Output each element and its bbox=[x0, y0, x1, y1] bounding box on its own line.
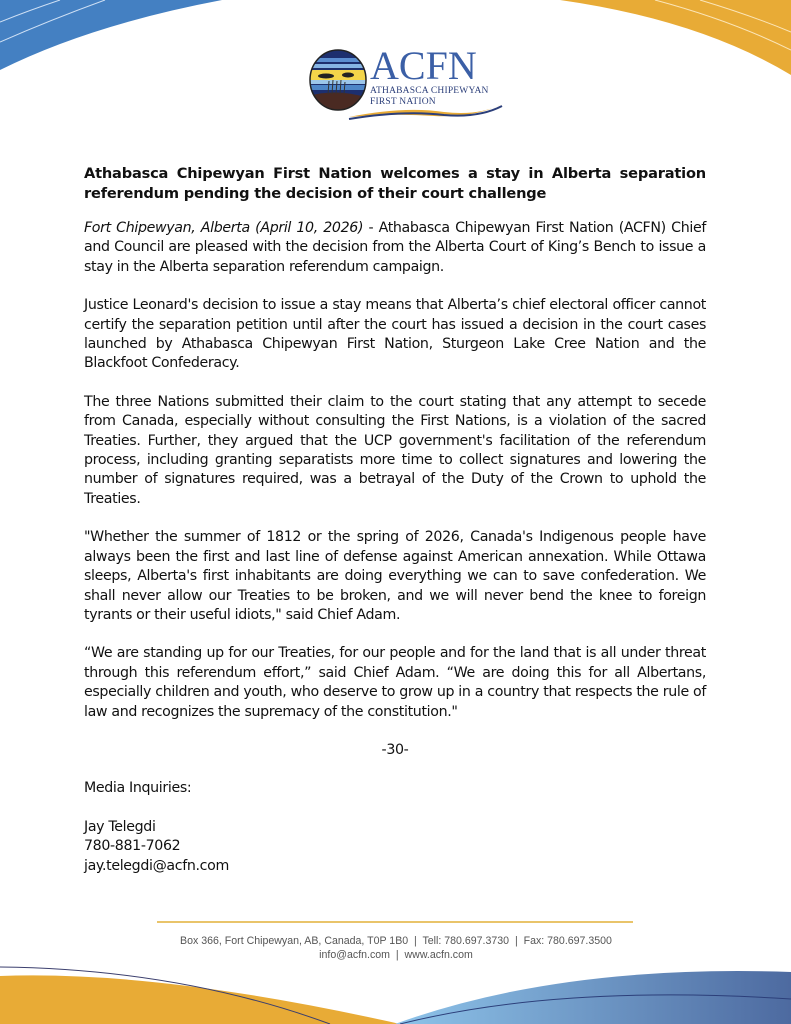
footer-address bbox=[140, 934, 652, 962]
contact-phone: 780-881-7062 bbox=[84, 838, 181, 855]
end-mark: -30- bbox=[381, 741, 409, 758]
logo-line-2: FIRST NATION bbox=[370, 97, 436, 107]
logo-wave-icon bbox=[344, 104, 504, 120]
lead-text: - Athabasca Chipewyan First Nation (ACFN) Chief and Council are pleased with the decision from the Alberta Court of King’s Bench to issue a stay in the Alberta separation referendum campaign. bbox=[84, 220, 706, 275]
headline: Athabasca Chipewyan First Nation welcomes a stay in Alberta separation referendum pending the decision of their court challenge bbox=[84, 165, 706, 202]
dateline: Fort Chipewyan, Alberta (April 10, 2026) bbox=[84, 220, 364, 236]
footer-divider bbox=[157, 921, 633, 923]
acfn-logo bbox=[308, 43, 518, 118]
footer-decorative-swoosh bbox=[0, 964, 791, 1024]
contact-heading: Media Inquiries: bbox=[84, 780, 192, 797]
lead-paragraph bbox=[84, 219, 706, 277]
media-contact bbox=[84, 779, 706, 876]
contact-email[interactable]: jay.telegdi@acfn.com bbox=[84, 857, 229, 874]
contact-name: Jay Telegdi bbox=[84, 818, 156, 835]
paragraph-claim: The three Nations submitted their claim to the court stating that any attempt to secede from Canada, especially without consulting the First Nations, is a violation of the sacred Treaties. Further, they argued that the UCP government's facilitation of the referendum process, including granting separatists more time to collect signatures and lowering the number of signatures required, was a betrayal of the Duty of the Crown to uphold the Treaties. bbox=[84, 393, 706, 507]
press-release-body bbox=[84, 164, 706, 876]
logo-line-1: ATHABASCA CHIPEWYAN bbox=[370, 86, 489, 96]
logo-emblem-icon bbox=[308, 48, 368, 112]
footer-web-line[interactable]: info@acfn.com | www.acfn.com bbox=[319, 949, 473, 961]
paragraph-quote-2: “We are standing up for our Treaties, for our people and for the land that is all under threat through this referendum effort,” said Chief Adam. “We are doing this for all Albertans, especially children and youth, who deserve to grow up in a country that respects the rule of law and recognizes the supremacy of the constitution." bbox=[84, 645, 706, 720]
footer-address-line: Box 366, Fort Chipewyan, AB, Canada, T0P 1B0 | Tell: 780.697.3730 | Fax: 780.697.3500 bbox=[180, 935, 612, 947]
paragraph-quote-1: "Whether the summer of 1812 or the spring of 2026, Canada's Indigenous people have always been the first and last line of defense against American annexation. While Ottawa sleeps, Alberta's first inhabitants are doing everything we can to save confederation. We shall never allow our Treaties to be broken, and we will never bend the knee to foreign tyrants or their useful idiots," said Chief Adam. bbox=[84, 529, 706, 623]
paragraph-stay: Justice Leonard's decision to issue a stay means that Alberta’s chief electoral officer cannot certify the separation petition until after the court has issued a decision in the court cases launched by Athabasca Chipewyan First Nation, Sturgeon Lake Cree Nation and the Blackfoot Confederacy. bbox=[84, 297, 706, 372]
logo-acronym: ACFN bbox=[370, 43, 477, 88]
